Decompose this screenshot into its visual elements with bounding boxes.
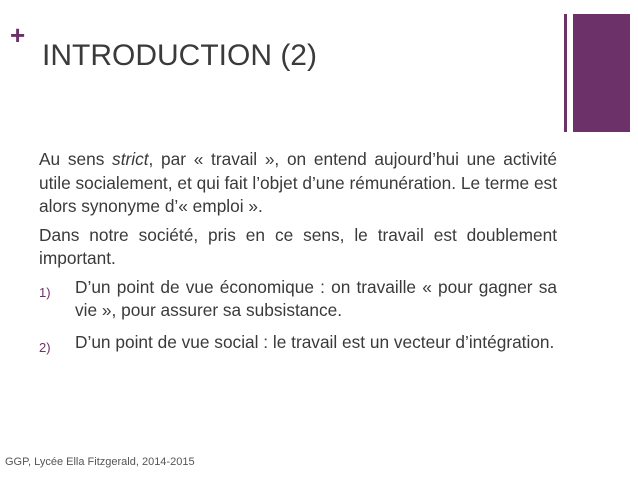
- slide-footer: GGP, Lycée Ella Fitzgerald, 2014-2015: [5, 456, 195, 468]
- accent-bar-thin: [564, 14, 567, 132]
- list-text: D’un point de vue économique : on travaille « pour gagner sa vie », pour assurer sa subsistance.: [75, 276, 557, 320]
- plus-icon: +: [10, 20, 26, 50]
- list-number: 1): [39, 284, 51, 300]
- list-item: [39, 331, 557, 360]
- paragraph-definition: Au sens strict, par « travail », on entend aujourd’hui une activité utile socialement, et qui fait l’objet d’une rémunération. Le terme est alors synonyme d’« emploi ».: [39, 149, 557, 216]
- slide-body: [39, 148, 557, 367]
- list-text: D’un point de vue social : le travail est un vecteur d’intégration.: [75, 331, 555, 352]
- list-item: [39, 276, 557, 323]
- accent-bar-thick: [573, 14, 630, 132]
- paragraph-importance: Dans notre société, pris en ce sens, le travail est doublement important.: [39, 224, 557, 268]
- emphasis-strict: strict: [112, 149, 149, 169]
- list-number: 2): [39, 339, 51, 355]
- slide-title: INTRODUCTION (2): [42, 39, 317, 72]
